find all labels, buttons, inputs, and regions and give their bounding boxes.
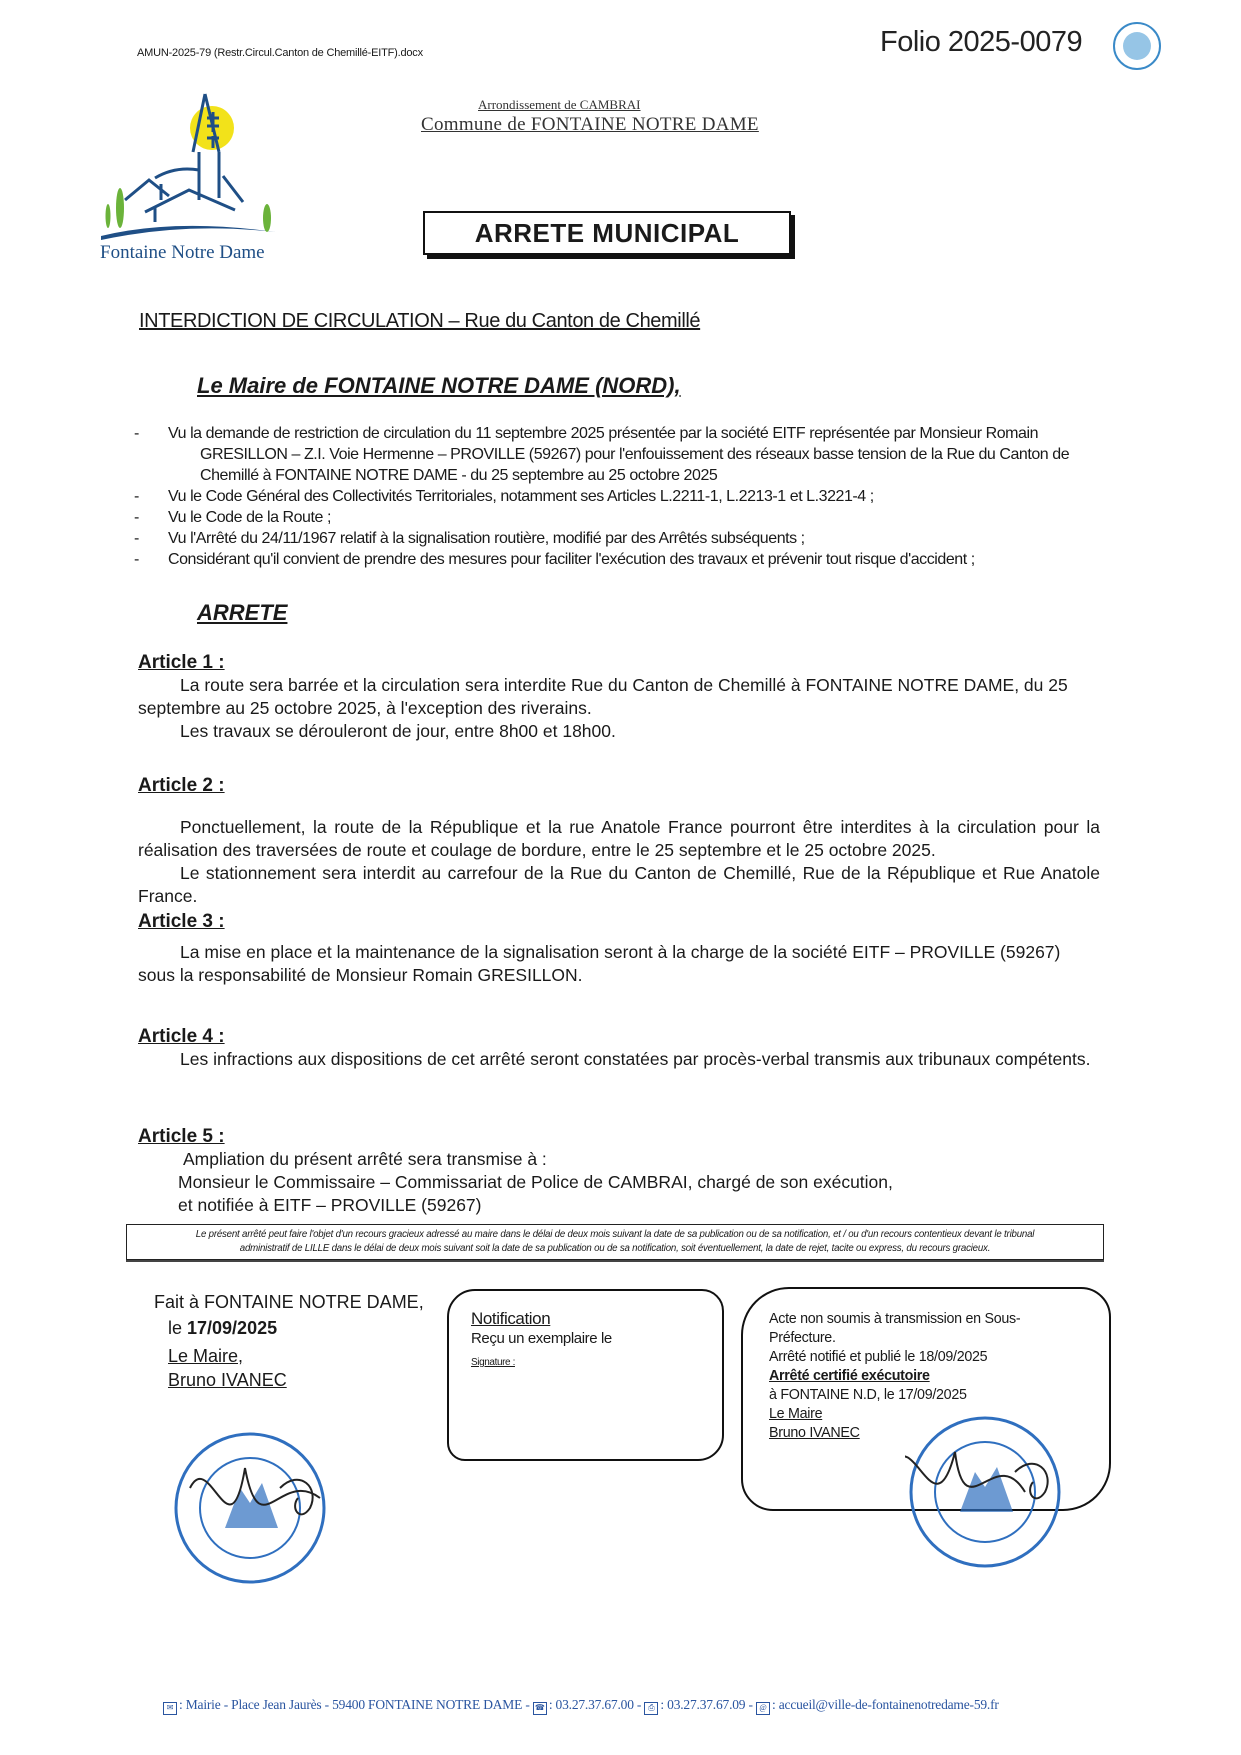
commune-name: Commune de FONTAINE NOTRE DAME xyxy=(421,114,759,135)
signature-date: 17/09/2025 xyxy=(187,1318,278,1338)
seal-icon xyxy=(1113,22,1161,70)
considerant-item: - Vu la demande de restriction de circulation du 11 septembre 2025 présentée par la société EITF représentée par Monsieur Romain GRESILLON – Z.I. Voie Hermenne – PROVILLE (59267) pour l'enfouissement des réseaux basse tension de la Rue du Canton de Chemillé à FONTAINE NOTRE DAME - du 25 septembre au 25 octobre 2025 xyxy=(134,425,1070,484)
article-4: Article 4 : Les infractions aux dispositions de cet arrêté seront constatées par procès-verbal transmis aux tribunaux compétents. xyxy=(138,1026,1100,1071)
arrete-heading: ARRETE xyxy=(197,600,288,625)
mairie-stamp-icon xyxy=(170,1428,330,1588)
article-title: Article 2 : xyxy=(138,775,225,796)
article-2: Article 2 : Ponctuellement, la route de la République et la rue Anatole France pourront être interdites à la circulation pour la réalisation des traversées de route et coulage de bordure, entre le 25 septembre et le 25 octobre 2025. Le stationnement sera interdit au carrefour de la Rue du Canton de Chemillé, Rue de la République et Rue Anatole France. xyxy=(138,775,1100,906)
notification-title: Notification xyxy=(471,1309,551,1328)
article-title: Article 4 : xyxy=(138,1026,225,1047)
considerant-item: - Considérant qu'il convient de prendre des mesures pour faciliter l'exécution des travaux et prévenir tout risque d'accident ; xyxy=(134,551,975,568)
article-1: Article 1 : La route sera barrée et la circulation sera interdite Rue du Canton de Chemillé à FONTAINE NOTRE DAME, du 25 septembre au 25 octobre 2025, à l'exception des riverains. Les travaux se dérouleront de jour, entre 8h00 et 18h00. xyxy=(138,652,1100,743)
article-title: Article 5 : xyxy=(138,1126,225,1147)
church-logo-icon xyxy=(95,82,285,242)
logo-text: Fontaine Notre Dame xyxy=(100,242,265,263)
subject-heading: INTERDICTION DE CIRCULATION – Rue du Canton de Chemillé xyxy=(139,310,701,332)
email-link[interactable]: accueil@ville-de-fontainenotredame-59.fr xyxy=(778,1697,999,1712)
footer-contact: ✉ : Mairie - Place Jean Jaurès - 59400 FONTAINE NOTRE DAME - ☎ : 03.27.37.67.00 - ⎙ : 03.27.37.67.09 - @ : accueil@ville-de-fontainenotredame-59.fr xyxy=(163,1697,999,1715)
article-title: Article 3 : xyxy=(138,911,225,932)
maire-heading: Le Maire de FONTAINE NOTRE DAME (NORD), xyxy=(197,373,681,398)
email-icon: @ xyxy=(756,1702,770,1715)
fax-icon: ⎙ xyxy=(644,1702,658,1715)
article-5: Article 5 : Ampliation du présent arrêté sera transmise à : Monsieur le Commissaire – Commissariat de Police de CAMBRAI, chargé de son exécution, et notifiée à EITF – PROVILLE (59267) xyxy=(138,1126,1145,1217)
acte-box: Acte non soumis à transmission en Sous- Préfecture. Arrêté notifié et publié le 18/09/2025 Arrêté certifié exécutoire à FONTAINE N.D, le 17/09/2025 Le Maire Bruno IVANEC xyxy=(741,1287,1111,1511)
phone-icon: ☎ xyxy=(533,1702,547,1715)
document-type-title: ARRETE MUNICIPAL xyxy=(423,211,791,255)
arrondissement: Arrondissement de CAMBRAI xyxy=(478,97,641,112)
mairie-stamp-icon xyxy=(905,1412,1065,1572)
considerant-item: - Vu l'Arrêté du 24/11/1967 relatif à la signalisation routière, modifié par des Arrêtés subséquents ; xyxy=(134,530,805,547)
article-3: Article 3 : La mise en place et la maintenance de la signalisation seront à la charge de la société EITF – PROVILLE (59267) sous la responsabilité de Monsieur Romain GRESILLON. xyxy=(138,911,1100,987)
considerant-item: - Vu le Code de la Route ; xyxy=(134,509,331,526)
considerant-item: - Vu le Code Général des Collectivités Territoriales, notamment ses Articles L.2211-1, L.2213-1 et L.3221-4 ; xyxy=(134,488,874,505)
notification-box: Notification Reçu un exemplaire le Signature : xyxy=(447,1289,724,1461)
folio-number: Folio 2025-0079 xyxy=(880,26,1083,58)
considerants-list xyxy=(134,423,1104,570)
mail-icon: ✉ xyxy=(163,1702,177,1715)
recours-notice: Le présent arrêté peut faire l'objet d'un recours gracieux adressé au maire dans le délai de deux mois suivant la date de sa publication ou de sa notification, et / ou d'un recours contentieux devant le tribunal administratif de LILLE dans le délai de deux mois suivant soit la date de sa publication ou de sa notification, soit éventuellement, la date de rejet, tacite ou express, du recours gracieux. xyxy=(126,1224,1104,1260)
article-title: Article 1 : xyxy=(138,652,225,673)
signature-block: Fait à FONTAINE NOTRE DAME, le 17/09/2025 Le Maire, Bruno IVANEC xyxy=(154,1292,424,1390)
document-filename: AMUN-2025-79 (Restr.Circul.Canton de Chemillé-EITF).docx xyxy=(137,47,423,59)
